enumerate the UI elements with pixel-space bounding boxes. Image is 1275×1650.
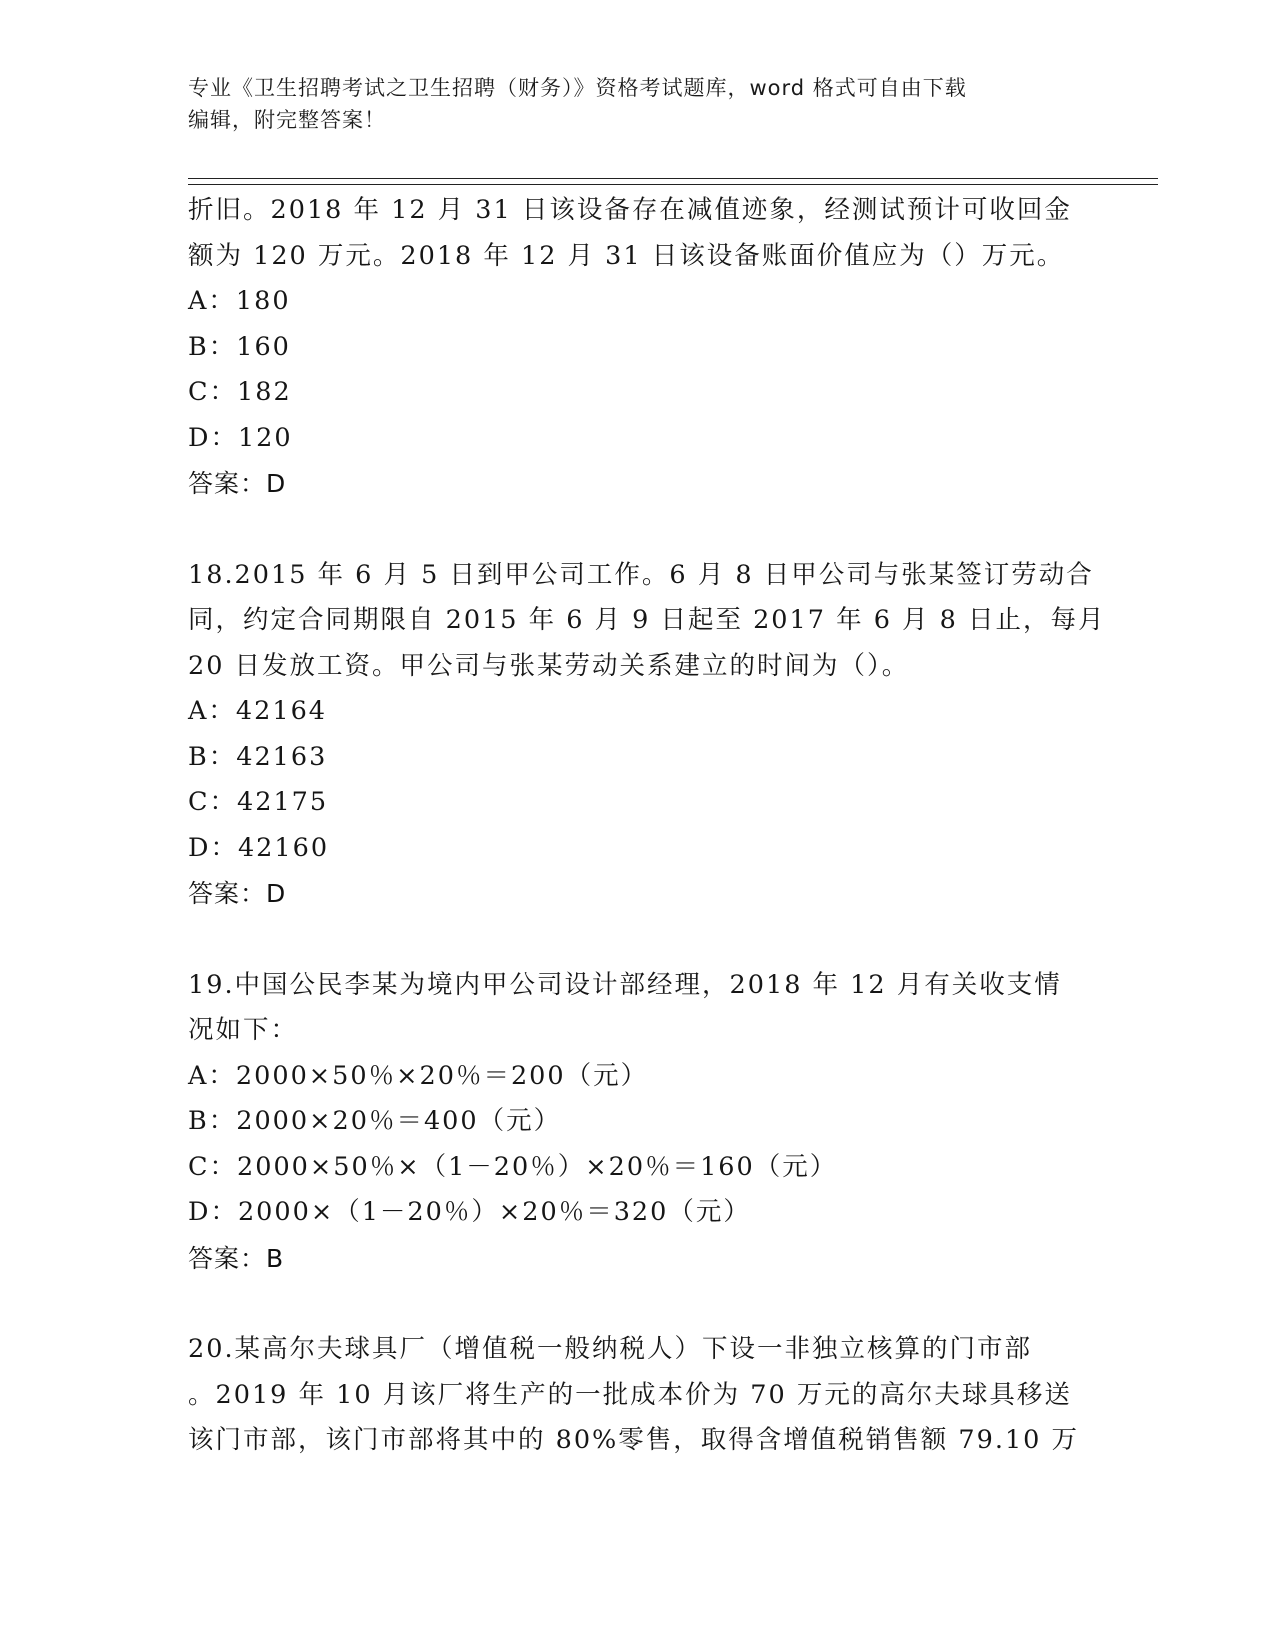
header-line-1: 专业《卫生招聘考试之卫生招聘（财务）》资格考试题库，word 格式可自由下载 xyxy=(188,76,967,100)
answer-line: 答案：D xyxy=(188,469,287,498)
question-19 xyxy=(188,963,1088,1282)
answer-line: 答案：D xyxy=(188,879,287,908)
question-stem-line: 折旧。2018 年 12 月 31 日该设备存在减值迹象，经测试预计可收回金 xyxy=(188,195,1072,225)
option-c: C：42175 xyxy=(188,787,329,817)
question-stem-line: 19.中国公民李某为境内甲公司设计部经理，2018 年 12 月有关收支情 xyxy=(188,969,1062,1000)
option-c: C：2000×50％×（1－20％）×20％＝160（元） xyxy=(188,1151,838,1182)
question-stem-line: 该门市部，该门市部将其中的 80%零售，取得含增值税销售额 79.10 万 xyxy=(188,1425,1079,1455)
answer-line: 答案：B xyxy=(188,1243,285,1273)
question-stem-line: 20.某高尔夫球具厂（增值税一般纳税人）下设一非独立核算的门市部 xyxy=(188,1334,1033,1364)
question-stem-line: 同，约定合同期限自 2015 年 6 月 9 日起至 2017 年 6 月 8 日止，每月 xyxy=(188,605,1106,635)
spacer xyxy=(188,917,1088,963)
option-d: D：120 xyxy=(188,422,293,453)
option-b: B：160 xyxy=(188,331,291,362)
header-divider-bottom xyxy=(188,184,1158,185)
question-17 xyxy=(188,188,1088,507)
question-stem-line: 况如下： xyxy=(188,1015,299,1045)
option-a: A：2000×50％×20％＝200（元） xyxy=(188,1060,649,1091)
option-a: A：42164 xyxy=(188,696,328,726)
option-b: B：42163 xyxy=(188,741,328,772)
question-18 xyxy=(188,553,1106,917)
document-header xyxy=(188,72,1068,136)
option-d: D：2000×（1－20％）×20％＝320（元） xyxy=(188,1197,751,1227)
header-line-2: 编辑，附完整答案！ xyxy=(188,108,386,132)
header-divider-top xyxy=(188,178,1158,179)
option-d: D：42160 xyxy=(188,832,330,863)
spacer xyxy=(188,1281,1088,1327)
option-a: A：180 xyxy=(188,286,291,316)
question-content xyxy=(188,188,1106,1464)
question-stem-line: 额为 120 万元。2018 年 12 月 31 日该设备账面价值应为（）万元。 xyxy=(188,240,1065,271)
question-stem-line: 20 日发放工资。甲公司与张某劳动关系建立的时间为（）。 xyxy=(188,650,910,681)
option-b: B：2000×20％＝400（元） xyxy=(188,1106,562,1136)
question-20 xyxy=(188,1327,1088,1464)
spacer xyxy=(188,507,1088,553)
option-c: C：182 xyxy=(188,377,292,407)
question-stem-line: 18.2015 年 6 月 5 日到甲公司工作。6 月 8 日甲公司与张某签订劳动合 xyxy=(188,559,1094,590)
question-stem-line: 。2019 年 10 月该厂将生产的一批成本价为 70 万元的高尔夫球具移送 xyxy=(188,1379,1072,1410)
